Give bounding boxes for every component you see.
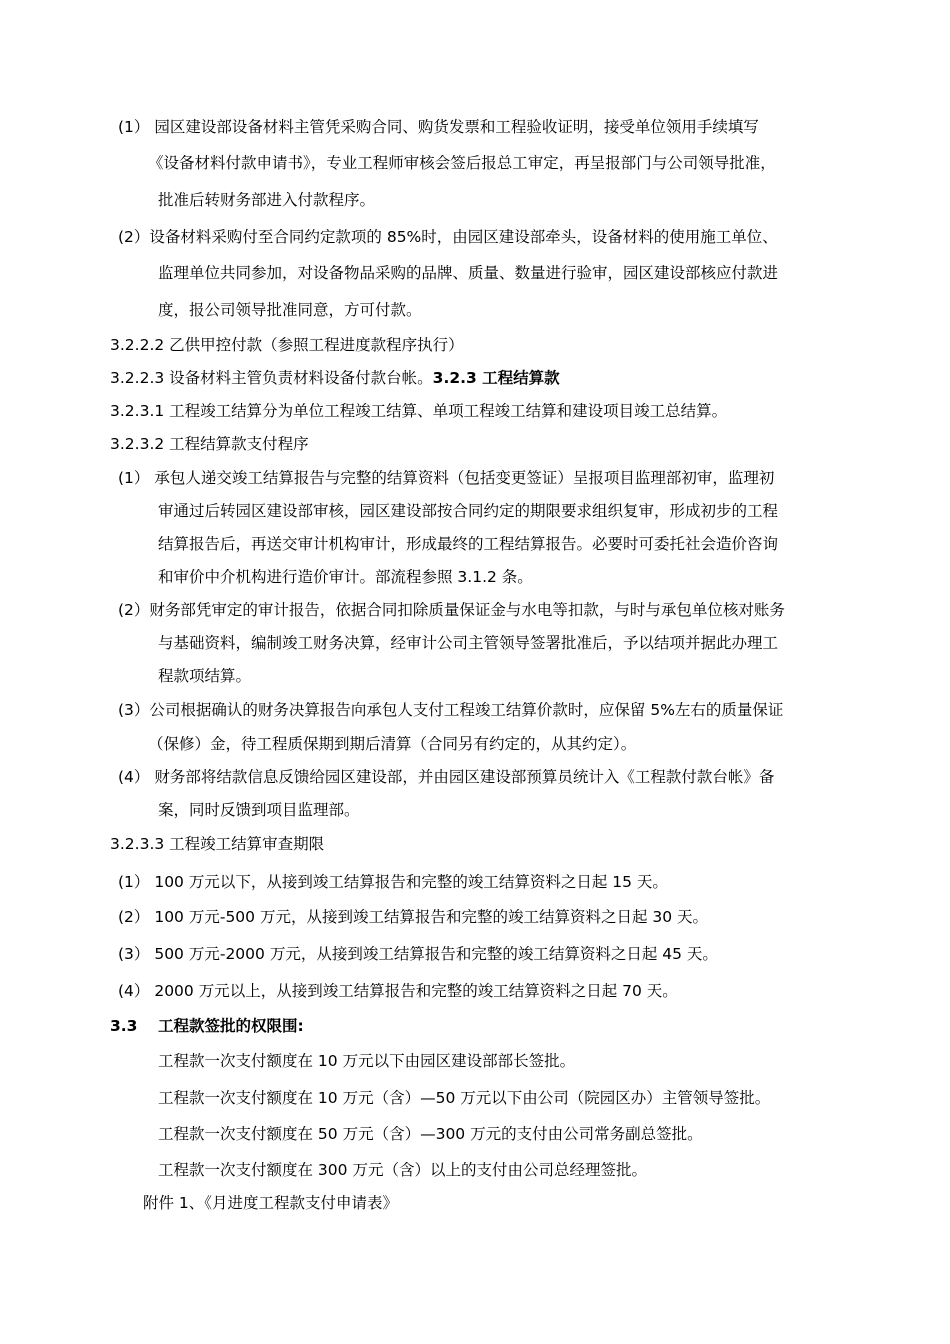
section-3222: 3.2.2.2 乙供甲控付款（参照工程进度款程序执行） [110,336,464,354]
item-3-line-1: (3）公司根据确认的财务决算报告向承包人支付工程竣工结算价款时，应保留 5%左右的质量保证 [118,701,784,719]
item-2-line-3: 程款项结算。 [158,667,252,685]
term-3: (3） 500 万元-2000 万元，从接到竣工结算报告和完整的竣工结算资料之日起 45 天。 [118,945,718,963]
section-33-title: 工程款签批的权限围: [158,1017,304,1035]
term-2: (2） 100 万元-500 万元，从接到竣工结算报告和完整的竣工结算资料之日起 30 天。 [118,908,709,926]
section-3233: 3.2.3.3 工程竣工结算审查期限 [110,835,325,853]
section-3223-text: 3.2.2.3 设备材料主管负责材料设备付款台帐。 [110,369,433,387]
authority-4: 工程款一次支付额度在 300 万元（含）以上的支付由公司总经理签批。 [158,1161,647,1179]
authority-1: 工程款一次支付额度在 10 万元以下由园区建设部部长签批。 [158,1052,576,1070]
item-1-line-2: 审通过后转园区建设部审核，园区建设部按合同约定的期限要求组织复审，形成初步的工程 [158,502,779,520]
authority-2: 工程款一次支付额度在 10 万元（含）—50 万元以下由公司（院园区办）主管领导签批。 [158,1089,771,1107]
para-1-line-3: 批准后转财务部进入付款程序。 [158,191,376,209]
para-1-line-1: (1） 园区建设部设备材料主管凭采购合同、购货发票和工程验收证明，接受单位领用手续填写 [118,118,759,136]
authority-3: 工程款一次支付额度在 50 万元（含）—300 万元的支付由公司常务副总签批。 [158,1125,703,1143]
term-1: (1） 100 万元以下，从接到竣工结算报告和完整的竣工结算资料之日起 15 天。 [118,873,668,891]
para-1-line-2: 《设备材料付款申请书》，专业工程师审核会签后报总工审定，再呈报部门与公司领导批准， [148,154,776,172]
para-2-line-1: (2）设备材料采购付至合同约定款项的 85%时，由园区建设部牵头，设备材料的使用施工单位、 [118,228,778,246]
item-1-line-1: (1） 承包人递交竣工结算报告与完整的结算资料（包括变更签证）呈报项目监理部初审，监理初 [118,469,775,487]
item-3-line-2: （保修）金，待工程质保期到期后清算（合同另有约定的，从其约定）。 [148,735,637,753]
item-4-line-2: 案，同时反馈到项目监理部。 [158,801,360,819]
section-3223 [110,368,560,388]
section-323-heading: 3.2.3 工程结算款 [432,369,560,387]
item-1-line-4: 和审价中介机构进行造价审计。部流程参照 3.1.2 条。 [158,568,533,586]
item-2-line-1: (2）财务部凭审定的审计报告，依据合同扣除质量保证金与水电等扣款，与时与承包单位核对账务 [118,601,785,619]
item-4-line-1: (4） 财务部将结款信息反馈给园区建设部，并由园区建设部预算员统计入《工程款付款台帐》备 [118,768,775,786]
item-1-line-3: 结算报告后，再送交审计机构审计，形成最终的工程结算报告。必要时可委托社会造价咨询 [158,535,779,553]
para-2-line-3: 度，报公司领导批准同意，方可付款。 [158,301,422,319]
para-2-line-2: 监理单位共同参加，对设备物品采购的品牌、质量、数量进行验审，园区建设部核应付款进 [158,264,779,282]
attachment-note: 附件 1、《月进度工程款支付申请表》 [143,1194,399,1212]
section-3231: 3.2.3.1 工程竣工结算分为单位工程竣工结算、单项工程竣工结算和建设项目竣工总结算。 [110,402,728,420]
section-3232: 3.2.3.2 工程结算款支付程序 [110,435,309,453]
section-33-number: 3.3 [110,1017,138,1035]
item-2-line-2: 与基础资料，编制竣工财务决算，经审计公司主管领导签署批准后，予以结项并据此办理工 [158,634,779,652]
term-4: (4） 2000 万元以上，从接到竣工结算报告和完整的竣工结算资料之日起 70 天。 [118,982,678,1000]
